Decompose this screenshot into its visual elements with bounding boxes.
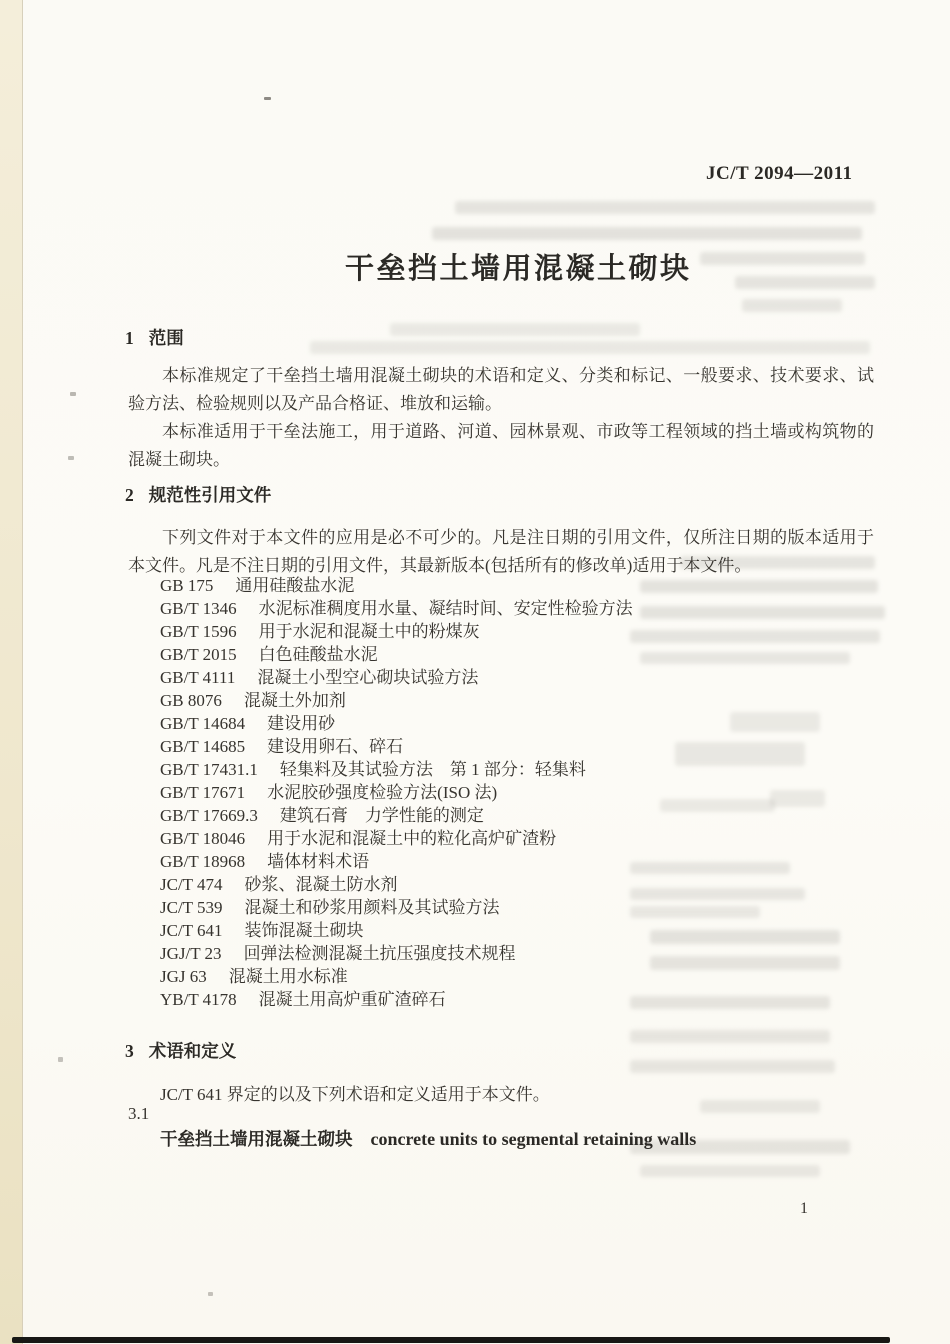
section-1-heading xyxy=(125,325,184,350)
reference-code: JGJ 63 xyxy=(160,967,207,986)
reference-code: GB/T 14684 xyxy=(160,714,246,733)
reference-title: 建筑石膏 力学性能的测定 xyxy=(279,806,484,825)
reference-code: YB/T 4178 xyxy=(160,990,237,1009)
section-3-label: 术语和定义 xyxy=(148,1041,237,1061)
reference-item xyxy=(160,850,633,873)
term-english: concrete units to segmental retaining walls xyxy=(370,1129,697,1149)
reference-title: 回弹法检测混凝土抗压强度技术规程 xyxy=(243,944,516,963)
section-1-paragraph: 本标准适用于干垒法施工，用于道路、河道、园林景观、市政等工程领域的挡土墙或构筑物的混凝土砌块。 xyxy=(128,422,874,469)
page-number: 1 xyxy=(800,1200,808,1217)
bleed-through xyxy=(640,580,878,593)
section-3-number: 3 xyxy=(125,1041,134,1061)
reference-title: 混凝土和砂浆用颜料及其试验方法 xyxy=(244,898,500,917)
reference-title: 混凝土外加剂 xyxy=(243,691,346,710)
reference-item xyxy=(160,942,633,965)
bleed-through xyxy=(650,930,840,944)
reference-title: 用于水泥和混凝土中的粉煤灰 xyxy=(258,622,480,641)
reference-item xyxy=(160,804,633,827)
reference-code: GB/T 17671 xyxy=(160,783,246,802)
reference-code: GB 175 xyxy=(160,576,214,595)
reference-title: 建设用卵石、碎石 xyxy=(267,737,404,756)
bleed-through xyxy=(310,341,870,354)
bleed-through xyxy=(700,1100,820,1113)
reference-code: JC/T 474 xyxy=(160,875,223,894)
section-1-number: 1 xyxy=(125,328,134,348)
reference-title: 混凝土小型空心砌块试验方法 xyxy=(257,668,479,687)
reference-item xyxy=(160,896,633,919)
reference-code: GB/T 17431.1 xyxy=(160,760,258,779)
bleed-through xyxy=(630,888,805,900)
reference-item xyxy=(160,666,633,689)
bleed-through xyxy=(630,996,830,1009)
bleed-through xyxy=(640,1165,820,1177)
term-chinese: 干垒挡土墙用混凝土砌块 xyxy=(160,1129,353,1149)
reference-title: 白色硅酸盐水泥 xyxy=(258,645,378,664)
bleed-through xyxy=(390,323,640,336)
section-2-label: 规范性引用文件 xyxy=(148,485,272,505)
reference-title: 水泥标准稠度用水量、凝结时间、安定性检验方法 xyxy=(258,599,633,618)
reference-title: 建设用砂 xyxy=(267,714,336,733)
reference-item xyxy=(160,574,633,597)
bleed-through xyxy=(630,630,880,643)
bleed-through xyxy=(650,956,840,970)
bleed-through xyxy=(660,799,775,812)
bleed-through xyxy=(630,1030,830,1043)
reference-item xyxy=(160,643,633,666)
bleed-through xyxy=(630,862,790,874)
bleed-through xyxy=(700,252,865,265)
bleed-through xyxy=(730,712,820,732)
document-title: 干垒挡土墙用混凝土砌块 xyxy=(345,253,692,285)
reference-title: 混凝土用高炉重矿渣碎石 xyxy=(258,990,446,1009)
reference-title: 通用硅酸盐水泥 xyxy=(235,576,355,595)
reference-item xyxy=(160,781,633,804)
reference-title: 装饰混凝土砌块 xyxy=(244,921,364,940)
section-2-intro-paragraph: 下列文件对于本文件的应用是必不可少的。凡是注日期的引用文件，仅所注日期的版本适用于本文件。凡是不注日期的引用文件，其最新版本(包括所有的修改单)适用于本文件。 xyxy=(128,528,874,575)
reference-title: 砂浆、混凝土防水剂 xyxy=(244,875,398,894)
scan-speck xyxy=(208,1292,213,1296)
reference-item xyxy=(160,965,633,988)
reference-item xyxy=(160,873,633,896)
reference-code: GB/T 4111 xyxy=(160,668,236,687)
bleed-through xyxy=(630,1060,835,1073)
bleed-through xyxy=(640,652,850,664)
reference-item xyxy=(160,712,633,735)
scan-speck xyxy=(70,392,76,396)
section-1-paragraph: 本标准规定了干垒挡土墙用混凝土砌块的术语和定义、分类和标记、一般要求、技术要求、试验方法、检验规则以及产品合格证、堆放和运输。 xyxy=(128,366,874,413)
standard-code: JC/T 2094—2011 xyxy=(706,163,853,184)
reference-code: GB/T 18968 xyxy=(160,852,246,871)
section-3-intro: JC/T 641 界定的以及下列术语和定义适用于本文件。 xyxy=(160,1085,550,1104)
reference-item xyxy=(160,758,633,781)
reference-code: JC/T 539 xyxy=(160,898,223,917)
reference-item xyxy=(160,620,633,643)
bleed-through xyxy=(432,227,862,240)
reference-item xyxy=(160,827,633,850)
reference-code: GB/T 1346 xyxy=(160,599,237,618)
reference-list xyxy=(160,574,633,1011)
section-1-label: 范围 xyxy=(148,328,184,348)
bleed-through xyxy=(742,299,842,312)
reference-code: GB/T 2015 xyxy=(160,645,237,664)
reference-code: GB/T 1596 xyxy=(160,622,237,641)
reference-title: 水泥胶砂强度检验方法(ISO 法) xyxy=(267,783,498,802)
reference-code: JC/T 641 xyxy=(160,921,223,940)
reference-title: 墙体材料术语 xyxy=(267,852,370,871)
reference-item xyxy=(160,919,633,942)
reference-code: GB 8076 xyxy=(160,691,222,710)
reference-item xyxy=(160,597,633,620)
bleed-through xyxy=(630,906,760,918)
scan-speck xyxy=(264,97,271,100)
scan-speck xyxy=(58,1057,63,1062)
section-2-number: 2 xyxy=(125,485,134,505)
reference-title: 混凝土用水标准 xyxy=(228,967,348,986)
reference-code: GB/T 18046 xyxy=(160,829,246,848)
bleed-through xyxy=(735,276,875,289)
reference-code: GB/T 17669.3 xyxy=(160,806,258,825)
section-2-intro xyxy=(128,524,874,579)
section-2-heading xyxy=(125,482,271,507)
reference-title: 轻集料及其试验方法 第 1 部分：轻集料 xyxy=(279,760,586,779)
reference-code: GB/T 14685 xyxy=(160,737,246,756)
reference-item xyxy=(160,988,633,1011)
reference-item xyxy=(160,735,633,758)
reference-item xyxy=(160,689,633,712)
bleed-through xyxy=(770,790,825,807)
reference-code: JGJ/T 23 xyxy=(160,944,222,963)
section-1-body xyxy=(128,362,874,474)
term-definition xyxy=(160,1126,696,1151)
scan-speck xyxy=(68,456,74,460)
reference-title: 用于水泥和混凝土中的粒化高炉矿渣粉 xyxy=(267,829,557,848)
bleed-through xyxy=(455,201,875,214)
bleed-through xyxy=(640,606,885,619)
scan-bottom-edge xyxy=(12,1337,890,1343)
clause-number: 3.1 xyxy=(128,1104,150,1123)
section-3-heading xyxy=(125,1038,236,1063)
bleed-through xyxy=(675,742,805,766)
